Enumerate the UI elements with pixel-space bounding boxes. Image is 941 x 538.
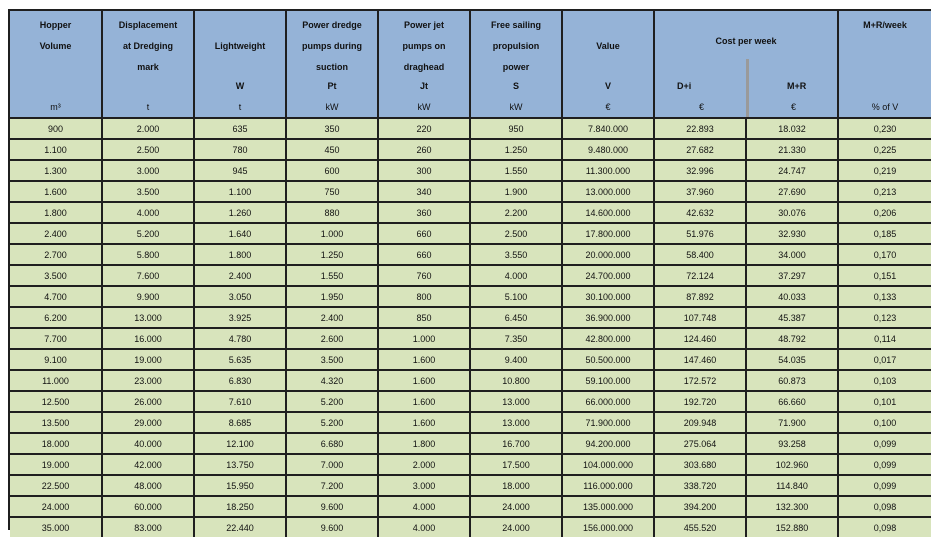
header-line xyxy=(195,15,285,36)
table-cell: 13.000 xyxy=(470,391,562,412)
table-cell: 12.100 xyxy=(194,433,286,454)
header-jet-pumps xyxy=(378,11,470,118)
table-cell: 2.400 xyxy=(10,223,102,244)
table-cell: 19.000 xyxy=(102,349,194,370)
table-cell: 4.320 xyxy=(286,370,378,391)
table-cell: 275.064 xyxy=(654,433,746,454)
table-cell: 107.748 xyxy=(654,307,746,328)
header-unit-m-r: € xyxy=(791,102,797,112)
table-cell: 42.632 xyxy=(654,202,746,223)
header-symbol: W xyxy=(235,81,245,91)
header-unit: t xyxy=(146,102,150,112)
table-cell: 260 xyxy=(378,139,470,160)
header-line xyxy=(195,57,285,78)
table-cell: 660 xyxy=(378,244,470,265)
table-row xyxy=(10,160,931,181)
table-cell: 27.682 xyxy=(654,139,746,160)
table-cell: 1.000 xyxy=(286,223,378,244)
table-row xyxy=(10,391,931,412)
table-cell: 900 xyxy=(10,118,102,139)
table-cell: 17.500 xyxy=(470,454,562,475)
table-cell: 0,213 xyxy=(838,181,931,202)
header-dredge-pumps xyxy=(286,11,378,118)
table-cell: 7.000 xyxy=(286,454,378,475)
table-cell: 14.600.000 xyxy=(562,202,654,223)
table-cell: 24.000 xyxy=(10,496,102,517)
table-cell: 36.900.000 xyxy=(562,307,654,328)
table-row xyxy=(10,244,931,265)
table-cell: 4.000 xyxy=(378,517,470,537)
table-cell: 94.200.000 xyxy=(562,433,654,454)
table-cell: 1.100 xyxy=(10,139,102,160)
table-cell: 152.880 xyxy=(746,517,838,537)
table-cell: 0,230 xyxy=(838,118,931,139)
table-cell: 32.930 xyxy=(746,223,838,244)
table-cell: 5.200 xyxy=(286,391,378,412)
table-cell: 24.700.000 xyxy=(562,265,654,286)
table-cell: 132.300 xyxy=(746,496,838,517)
table-cell: 192.720 xyxy=(654,391,746,412)
table-cell: 0,017 xyxy=(838,349,931,370)
header-unit: kW xyxy=(325,102,339,112)
table-cell: 3.500 xyxy=(10,265,102,286)
table-cell: 3.550 xyxy=(470,244,562,265)
table-cell: 6.680 xyxy=(286,433,378,454)
table-cell: 450 xyxy=(286,139,378,160)
table-cell: 102.960 xyxy=(746,454,838,475)
table-cell: 1.250 xyxy=(286,244,378,265)
table-cell: 1.600 xyxy=(378,391,470,412)
table-cell: 455.520 xyxy=(654,517,746,537)
table-cell: 11.300.000 xyxy=(562,160,654,181)
table-cell: 116.000.000 xyxy=(562,475,654,496)
table-cell: 147.460 xyxy=(654,349,746,370)
table-cell: 21.330 xyxy=(746,139,838,160)
table-cell: 42.000 xyxy=(102,454,194,475)
table-cell: 1.300 xyxy=(10,160,102,181)
table-cell: 4.000 xyxy=(102,202,194,223)
table-cell: 2.500 xyxy=(102,139,194,160)
table-cell: 1.950 xyxy=(286,286,378,307)
table-cell: 9.480.000 xyxy=(562,139,654,160)
header-symbol: Jt xyxy=(419,81,428,91)
table-cell: 54.035 xyxy=(746,349,838,370)
table-body xyxy=(10,118,931,537)
table-cell: 950 xyxy=(470,118,562,139)
table-row xyxy=(10,475,931,496)
table-cell: 13.500 xyxy=(10,412,102,433)
table-cell: 9.600 xyxy=(286,496,378,517)
table-cell: 83.000 xyxy=(102,517,194,537)
table-cell: 114.840 xyxy=(746,475,838,496)
header-symbol: Pt xyxy=(327,81,337,91)
dredger-data-table-frame xyxy=(8,9,931,533)
table-cell: 3.000 xyxy=(378,475,470,496)
header-line xyxy=(563,15,653,36)
table-row xyxy=(10,118,931,139)
table-cell: 11.000 xyxy=(10,370,102,391)
table-cell: 760 xyxy=(378,265,470,286)
table-cell: 50.500.000 xyxy=(562,349,654,370)
table-cell: 635 xyxy=(194,118,286,139)
header-line: propulsion xyxy=(492,41,540,51)
table-cell: 0,219 xyxy=(838,160,931,181)
table-row xyxy=(10,433,931,454)
table-cell: 8.685 xyxy=(194,412,286,433)
table-cell: 2.500 xyxy=(470,223,562,244)
header-hopper-volume xyxy=(10,11,102,118)
table-cell: 780 xyxy=(194,139,286,160)
table-cell: 1.260 xyxy=(194,202,286,223)
header-line: suction xyxy=(315,62,348,72)
table-cell: 2.400 xyxy=(194,265,286,286)
table-row xyxy=(10,412,931,433)
table-cell: 4.000 xyxy=(470,265,562,286)
table-cell: 58.400 xyxy=(654,244,746,265)
table-row xyxy=(10,223,931,244)
table-row xyxy=(10,349,931,370)
table-cell: 5.200 xyxy=(286,412,378,433)
table-cell: 1.800 xyxy=(194,244,286,265)
table-cell: 600 xyxy=(286,160,378,181)
table-cell: 32.996 xyxy=(654,160,746,181)
table-cell: 0,114 xyxy=(838,328,931,349)
table-cell: 2.400 xyxy=(286,307,378,328)
header-line: Value xyxy=(596,41,620,51)
table-row xyxy=(10,139,931,160)
header-unit: kW xyxy=(417,102,431,112)
table-row xyxy=(10,328,931,349)
table-cell: 13.000.000 xyxy=(562,181,654,202)
table-cell: 18.250 xyxy=(194,496,286,517)
table-cell: 2.000 xyxy=(102,118,194,139)
table-cell: 13.750 xyxy=(194,454,286,475)
table-cell: 2.200 xyxy=(470,202,562,223)
table-cell: 303.680 xyxy=(654,454,746,475)
table-cell: 5.635 xyxy=(194,349,286,370)
table-row xyxy=(10,307,931,328)
header-propulsion xyxy=(470,11,562,118)
table-cell: 87.892 xyxy=(654,286,746,307)
table-cell: 209.948 xyxy=(654,412,746,433)
table-cell: 1.250 xyxy=(470,139,562,160)
table-cell: 1.100 xyxy=(194,181,286,202)
header-mr-per-week xyxy=(838,11,931,118)
table-cell: 7.610 xyxy=(194,391,286,412)
table-cell: 13.000 xyxy=(102,307,194,328)
table-cell: 5.800 xyxy=(102,244,194,265)
table-cell: 3.050 xyxy=(194,286,286,307)
table-cell: 2.000 xyxy=(378,454,470,475)
table-cell: 0,099 xyxy=(838,454,931,475)
table-cell: 9.100 xyxy=(10,349,102,370)
table-cell: 37.960 xyxy=(654,181,746,202)
header-symbol: V xyxy=(604,81,611,91)
table-cell: 0,098 xyxy=(838,517,931,537)
table-cell: 66.660 xyxy=(746,391,838,412)
table-cell: 0,170 xyxy=(838,244,931,265)
table-cell: 18.000 xyxy=(470,475,562,496)
table-cell: 0,099 xyxy=(838,475,931,496)
table-cell: 172.572 xyxy=(654,370,746,391)
header-line: pumps during xyxy=(302,41,362,51)
table-cell: 1.800 xyxy=(10,202,102,223)
table-cell: 4.780 xyxy=(194,328,286,349)
table-cell: 22.440 xyxy=(194,517,286,537)
table-cell: 23.000 xyxy=(102,370,194,391)
table-row xyxy=(10,202,931,223)
table-cell: 24.747 xyxy=(746,160,838,181)
table-cell: 1.600 xyxy=(10,181,102,202)
table-cell: 3.000 xyxy=(102,160,194,181)
table-cell: 4.700 xyxy=(10,286,102,307)
header-value xyxy=(562,11,654,118)
table-cell: 71.900.000 xyxy=(562,412,654,433)
table-cell: 20.000.000 xyxy=(562,244,654,265)
table-cell: 17.800.000 xyxy=(562,223,654,244)
header-line: Displacement xyxy=(118,20,178,30)
table-cell: 1.550 xyxy=(286,265,378,286)
table-cell: 42.800.000 xyxy=(562,328,654,349)
header-line: power xyxy=(502,62,530,72)
header-unit: kW xyxy=(509,102,523,112)
header-line: pumps on xyxy=(402,41,446,51)
table-cell: 750 xyxy=(286,181,378,202)
table-cell: 0,151 xyxy=(838,265,931,286)
table-cell: 9.400 xyxy=(470,349,562,370)
table-cell: 0,123 xyxy=(838,307,931,328)
table-cell: 1.600 xyxy=(378,412,470,433)
table-cell: 3.925 xyxy=(194,307,286,328)
header-unit-d-i: € xyxy=(699,102,705,112)
table-cell: 18.000 xyxy=(10,433,102,454)
table-cell: 16.000 xyxy=(102,328,194,349)
table-cell: 800 xyxy=(378,286,470,307)
header-unit: m³ xyxy=(50,102,61,112)
table-cell: 0,133 xyxy=(838,286,931,307)
header-line xyxy=(563,57,653,78)
table-cell: 0,100 xyxy=(838,412,931,433)
table-cell: 880 xyxy=(286,202,378,223)
table-cell: 3.500 xyxy=(102,181,194,202)
table-cell: 71.900 xyxy=(746,412,838,433)
table-cell: 338.720 xyxy=(654,475,746,496)
table-cell: 7.350 xyxy=(470,328,562,349)
table-row xyxy=(10,517,931,537)
table-cell: 5.100 xyxy=(470,286,562,307)
header-lightweight xyxy=(194,11,286,118)
table-cell: 2.700 xyxy=(10,244,102,265)
table-cell: 0,185 xyxy=(838,223,931,244)
table-cell: 7.600 xyxy=(102,265,194,286)
table-cell: 27.690 xyxy=(746,181,838,202)
table-row xyxy=(10,454,931,475)
table-cell: 5.200 xyxy=(102,223,194,244)
table-cell: 360 xyxy=(378,202,470,223)
table-cell: 0,206 xyxy=(838,202,931,223)
table-cell: 300 xyxy=(378,160,470,181)
table-cell: 135.000.000 xyxy=(562,496,654,517)
table-cell: 350 xyxy=(286,118,378,139)
header-line: Power jet xyxy=(403,20,444,30)
table-cell: 12.500 xyxy=(10,391,102,412)
header-unit: € xyxy=(605,102,611,112)
table-cell: 29.000 xyxy=(102,412,194,433)
table-cell: 1.800 xyxy=(378,433,470,454)
header-line: Hopper xyxy=(39,20,72,30)
table-cell: 1.640 xyxy=(194,223,286,244)
table-cell: 394.200 xyxy=(654,496,746,517)
header-unit: % of V xyxy=(871,102,899,112)
table-cell: 1.900 xyxy=(470,181,562,202)
table-cell: 156.000.000 xyxy=(562,517,654,537)
table-cell: 7.700 xyxy=(10,328,102,349)
table-cell: 220 xyxy=(378,118,470,139)
table-cell: 26.000 xyxy=(102,391,194,412)
header-line xyxy=(10,57,101,78)
table-cell: 7.200 xyxy=(286,475,378,496)
table-cell: 34.000 xyxy=(746,244,838,265)
table-cell: 93.258 xyxy=(746,433,838,454)
table-cell: 22.893 xyxy=(654,118,746,139)
table-row xyxy=(10,370,931,391)
header-line: M+R/week xyxy=(863,20,907,30)
table-cell: 0,225 xyxy=(838,139,931,160)
header-symbol-d-i: D+i xyxy=(677,81,692,91)
table-cell: 9.900 xyxy=(102,286,194,307)
table-cell: 1.600 xyxy=(378,370,470,391)
table-cell: 1.600 xyxy=(378,349,470,370)
header-line: at Dredging xyxy=(122,41,173,51)
table-cell: 66.000.000 xyxy=(562,391,654,412)
table-cell: 850 xyxy=(378,307,470,328)
table-cell: 0,099 xyxy=(838,433,931,454)
table-cell: 13.000 xyxy=(470,412,562,433)
table-cell: 6.200 xyxy=(10,307,102,328)
table-cell: 0,098 xyxy=(838,496,931,517)
table-cell: 40.033 xyxy=(746,286,838,307)
header-line: draghead xyxy=(403,62,445,72)
table-row xyxy=(10,496,931,517)
table-cell: 124.460 xyxy=(654,328,746,349)
table-cell: 4.000 xyxy=(378,496,470,517)
table-cell: 340 xyxy=(378,181,470,202)
header-cost-title: Cost per week xyxy=(715,36,777,46)
table-cell: 6.450 xyxy=(470,307,562,328)
header-displacement xyxy=(102,11,194,118)
table-cell: 48.000 xyxy=(102,475,194,496)
table-cell: 72.124 xyxy=(654,265,746,286)
header-symbol-m-r: M+R xyxy=(787,81,807,91)
table-cell: 1.000 xyxy=(378,328,470,349)
table-cell: 0,103 xyxy=(838,370,931,391)
header-line: Power dredge xyxy=(302,20,362,30)
table-cell: 40.000 xyxy=(102,433,194,454)
table-cell: 59.100.000 xyxy=(562,370,654,391)
table-cell: 22.500 xyxy=(10,475,102,496)
table-cell: 48.792 xyxy=(746,328,838,349)
table-row xyxy=(10,181,931,202)
table-cell: 18.032 xyxy=(746,118,838,139)
header-line: Volume xyxy=(39,41,72,51)
header-symbol: S xyxy=(512,81,519,91)
table-cell: 104.000.000 xyxy=(562,454,654,475)
table-cell: 19.000 xyxy=(10,454,102,475)
table-cell: 60.000 xyxy=(102,496,194,517)
table-cell: 945 xyxy=(194,160,286,181)
table-cell: 660 xyxy=(378,223,470,244)
table-cell: 30.100.000 xyxy=(562,286,654,307)
table-cell: 2.600 xyxy=(286,328,378,349)
table-cell: 24.000 xyxy=(470,517,562,537)
table-row xyxy=(10,265,931,286)
table-row xyxy=(10,286,931,307)
table-cell: 3.500 xyxy=(286,349,378,370)
cost-column-divider xyxy=(746,59,749,117)
table-cell: 37.297 xyxy=(746,265,838,286)
table-cell: 10.800 xyxy=(470,370,562,391)
header-line: Lightweight xyxy=(214,41,266,51)
table-cell: 45.387 xyxy=(746,307,838,328)
table-cell: 1.550 xyxy=(470,160,562,181)
table-cell: 60.873 xyxy=(746,370,838,391)
table-cell: 7.840.000 xyxy=(562,118,654,139)
dredger-data-table xyxy=(10,11,931,537)
table-cell: 35.000 xyxy=(10,517,102,537)
header-line: Free sailing xyxy=(490,20,542,30)
table-cell: 24.000 xyxy=(470,496,562,517)
table-cell: 16.700 xyxy=(470,433,562,454)
table-cell: 0,101 xyxy=(838,391,931,412)
header-row xyxy=(10,11,931,118)
table-cell: 9.600 xyxy=(286,517,378,537)
table-cell: 30.076 xyxy=(746,202,838,223)
table-cell: 6.830 xyxy=(194,370,286,391)
table-cell: 51.976 xyxy=(654,223,746,244)
header-cost-per-week xyxy=(654,11,838,118)
header-unit: t xyxy=(238,102,242,112)
table-cell: 15.950 xyxy=(194,475,286,496)
header-line: mark xyxy=(137,62,159,72)
